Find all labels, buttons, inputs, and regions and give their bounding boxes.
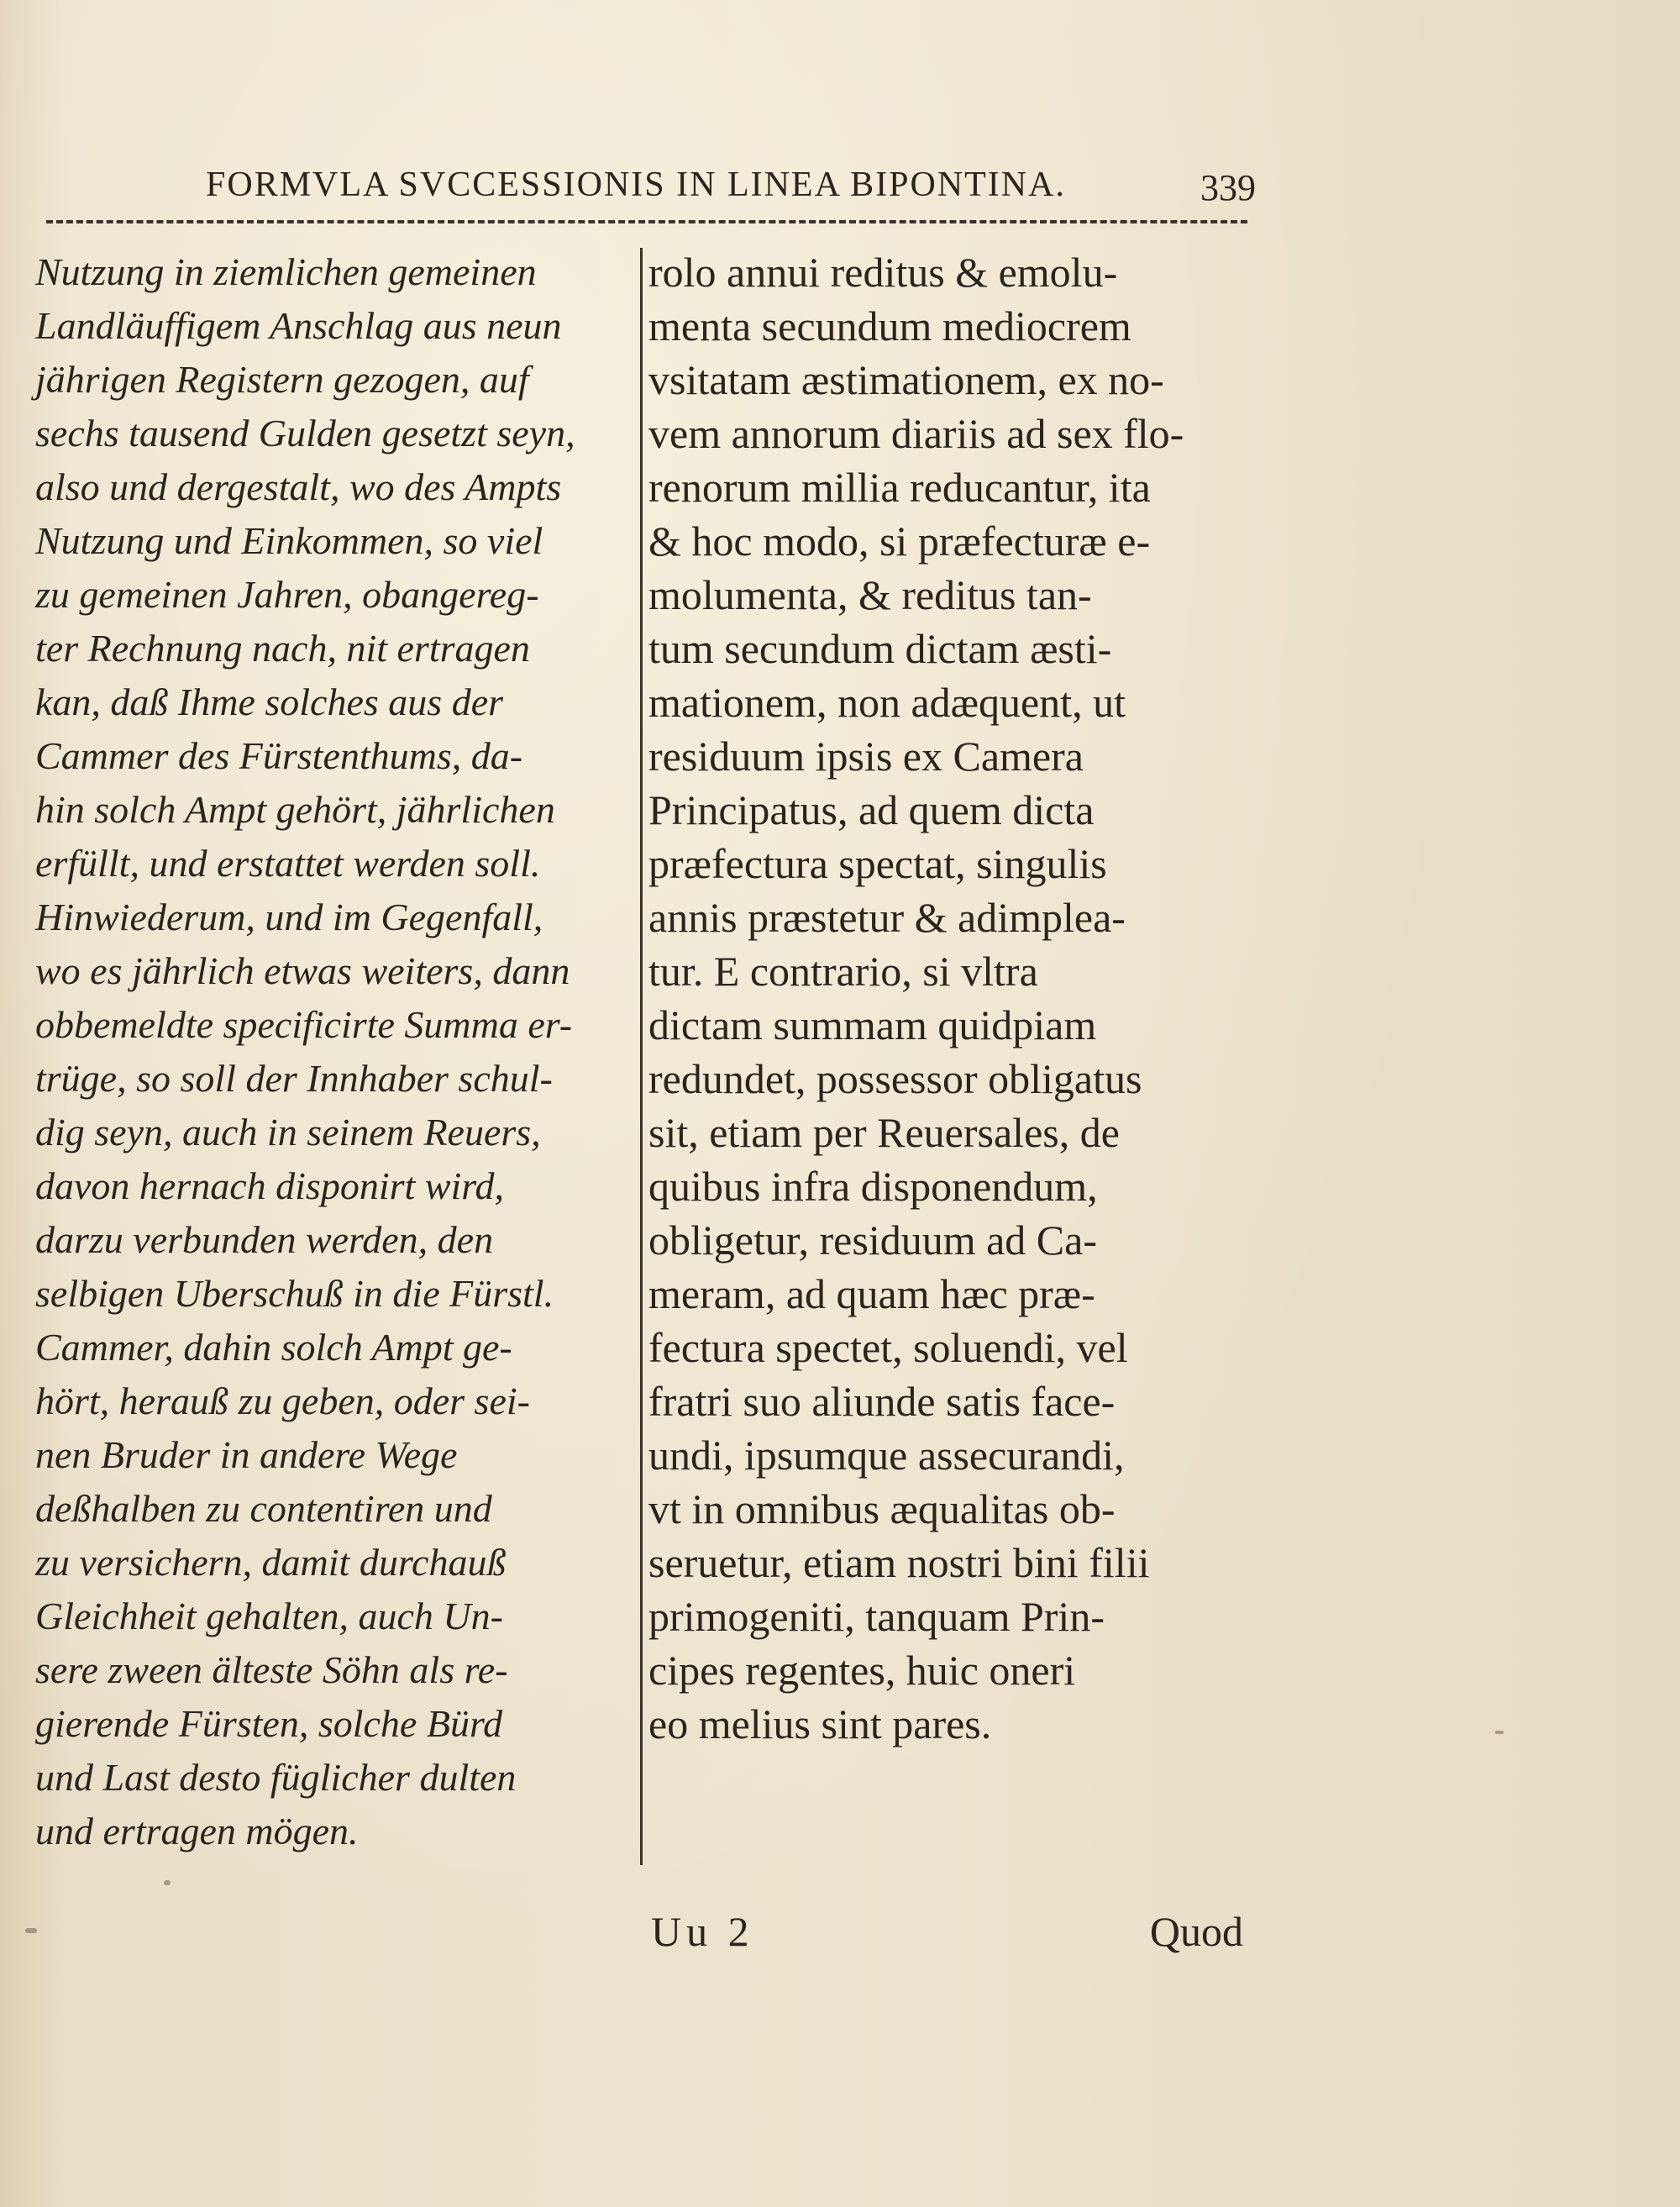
german-text-line: Hinwiederum, und im Gegenfall, bbox=[35, 896, 543, 938]
german-text-line: kan, daß Ihme solches aus der bbox=[35, 680, 504, 723]
latin-text-line: primogeniti, tanquam Prin- bbox=[648, 1593, 1105, 1640]
german-text-line: dig seyn, auch in seinem Reuers, bbox=[35, 1111, 541, 1153]
latin-text-line: residuum ipsis ex Camera bbox=[648, 733, 1084, 780]
german-text-line: also und dergestalt, wo des Ampts bbox=[35, 465, 562, 508]
latin-text-line: undi, ipsumque assecurandi, bbox=[648, 1432, 1125, 1479]
latin-text-line: mationem, non adæquent, ut bbox=[648, 679, 1126, 726]
latin-text-line: sit, etiam per Reuersales, de bbox=[648, 1109, 1120, 1156]
catchword: Quod bbox=[1149, 1908, 1243, 1955]
german-text-line: und Last desto füglicher dulten bbox=[35, 1756, 517, 1799]
german-text-line: ter Rechnung nach, nit ertragen bbox=[35, 627, 530, 670]
latin-column bbox=[648, 245, 1247, 1751]
latin-text-line: meram, ad quam hæc præ- bbox=[648, 1270, 1095, 1317]
german-text-line: sere zween älteste Söhn als re- bbox=[35, 1648, 508, 1691]
german-text-line: sechs tausend Gulden gesetzt seyn, bbox=[35, 412, 575, 455]
german-text-line: wo es jährlich etwas weiters, dann bbox=[35, 949, 570, 992]
german-text-line: Nutzung in ziemlichen gemeinen bbox=[35, 250, 537, 293]
german-text-line: selbigen Uberschuß in die Fürstl. bbox=[35, 1272, 554, 1315]
german-text-line: Cammer, dahin solch Ampt ge- bbox=[35, 1326, 512, 1369]
german-text-line: hin solch Ampt gehört, jährlichen bbox=[35, 788, 555, 831]
latin-text-line: menta secundum mediocrem bbox=[648, 302, 1131, 349]
latin-text-line: fectura spectet, soluendi, vel bbox=[648, 1324, 1128, 1371]
page-header bbox=[206, 165, 1256, 215]
latin-text-line: cipes regentes, huic oneri bbox=[648, 1647, 1076, 1694]
german-text-line: Nutzung und Einkommen, so viel bbox=[35, 519, 543, 562]
running-title: FORMVLA SVCCESSIONIS IN LINEA BIPONTINA. bbox=[206, 166, 1066, 204]
german-text-line: zu versichern, damit durchauß bbox=[35, 1541, 507, 1584]
german-text-line: Landläuffigem Anschlag aus neun bbox=[35, 304, 562, 347]
page-number: 339 bbox=[1200, 167, 1256, 208]
latin-text-line: vt in omnibus æqualitas ob- bbox=[648, 1485, 1116, 1532]
latin-text-line: quibus infra disponendum, bbox=[648, 1163, 1098, 1210]
german-text-line: gierende Fürsten, solche Bürd bbox=[35, 1702, 503, 1745]
german-text-line: zu gemeinen Jahren, obangereg- bbox=[35, 573, 539, 616]
german-text-line: darzu verbunden werden, den bbox=[35, 1218, 494, 1261]
paper-speck bbox=[1495, 1731, 1504, 1734]
german-text-line: nen Bruder in andere Wege bbox=[35, 1433, 458, 1476]
latin-text-line: molumenta, & reditus tan- bbox=[648, 571, 1092, 618]
latin-text-line: Principatus, ad quem dicta bbox=[648, 786, 1095, 833]
german-text-line: Gleichheit gehalten, auch Un- bbox=[35, 1595, 503, 1637]
latin-text-line: tur. E contrario, si vltra bbox=[648, 948, 1038, 995]
latin-text-line: seruetur, etiam nostri bini filii bbox=[648, 1539, 1150, 1586]
page-footer bbox=[651, 1907, 1243, 1974]
latin-text-line: præfectura spectat, singulis bbox=[648, 840, 1107, 887]
latin-text-line: & hoc modo, si præfecturæ e- bbox=[648, 518, 1151, 565]
german-text-line: obbemeldte specificirte Summa er- bbox=[35, 1003, 573, 1046]
german-text-line: und ertragen mögen. bbox=[35, 1810, 359, 1852]
paper-speck bbox=[164, 1880, 171, 1885]
latin-text-line: dictam summam quidpiam bbox=[648, 1001, 1097, 1048]
header-rule bbox=[46, 220, 1247, 223]
german-text-line: trüge, so soll der Innhaber schul- bbox=[35, 1057, 553, 1100]
latin-text-line: vsitatam æstimationem, ex no- bbox=[648, 356, 1164, 403]
latin-text-line: obligetur, residuum ad Ca- bbox=[648, 1216, 1097, 1264]
latin-text-line: tum secundum dictam æsti- bbox=[648, 625, 1112, 672]
column-divider bbox=[640, 248, 643, 1865]
german-text-line: jährigen Registern gezogen, auf bbox=[35, 358, 529, 401]
latin-text-line: redundet, possessor obligatus bbox=[648, 1055, 1142, 1102]
german-text-line: davon hernach disponirt wird, bbox=[35, 1164, 504, 1207]
latin-text-line: annis præstetur & adimplea- bbox=[648, 894, 1126, 941]
paper-speck bbox=[25, 1928, 37, 1933]
german-text-line: Cammer des Fürstenthums, da- bbox=[35, 734, 523, 777]
latin-text-line: eo melius sint pares. bbox=[648, 1700, 992, 1747]
latin-text-line: renorum millia reducantur, ita bbox=[648, 464, 1151, 511]
german-text-line: hört, herauß zu geben, oder sei- bbox=[35, 1379, 530, 1422]
latin-text-line: fratri suo aliunde satis face- bbox=[648, 1378, 1116, 1425]
latin-text-line: rolo annui reditus & emolu- bbox=[648, 249, 1118, 296]
german-text-line: deßhalben zu contentiren und bbox=[35, 1487, 492, 1530]
german-column bbox=[35, 245, 633, 1858]
latin-text-line: vem annorum diariis ad sex flo- bbox=[648, 410, 1184, 457]
signature-mark: Uu 2 bbox=[651, 1908, 754, 1955]
german-text-line: erfüllt, und erstattet werden soll. bbox=[35, 842, 541, 885]
